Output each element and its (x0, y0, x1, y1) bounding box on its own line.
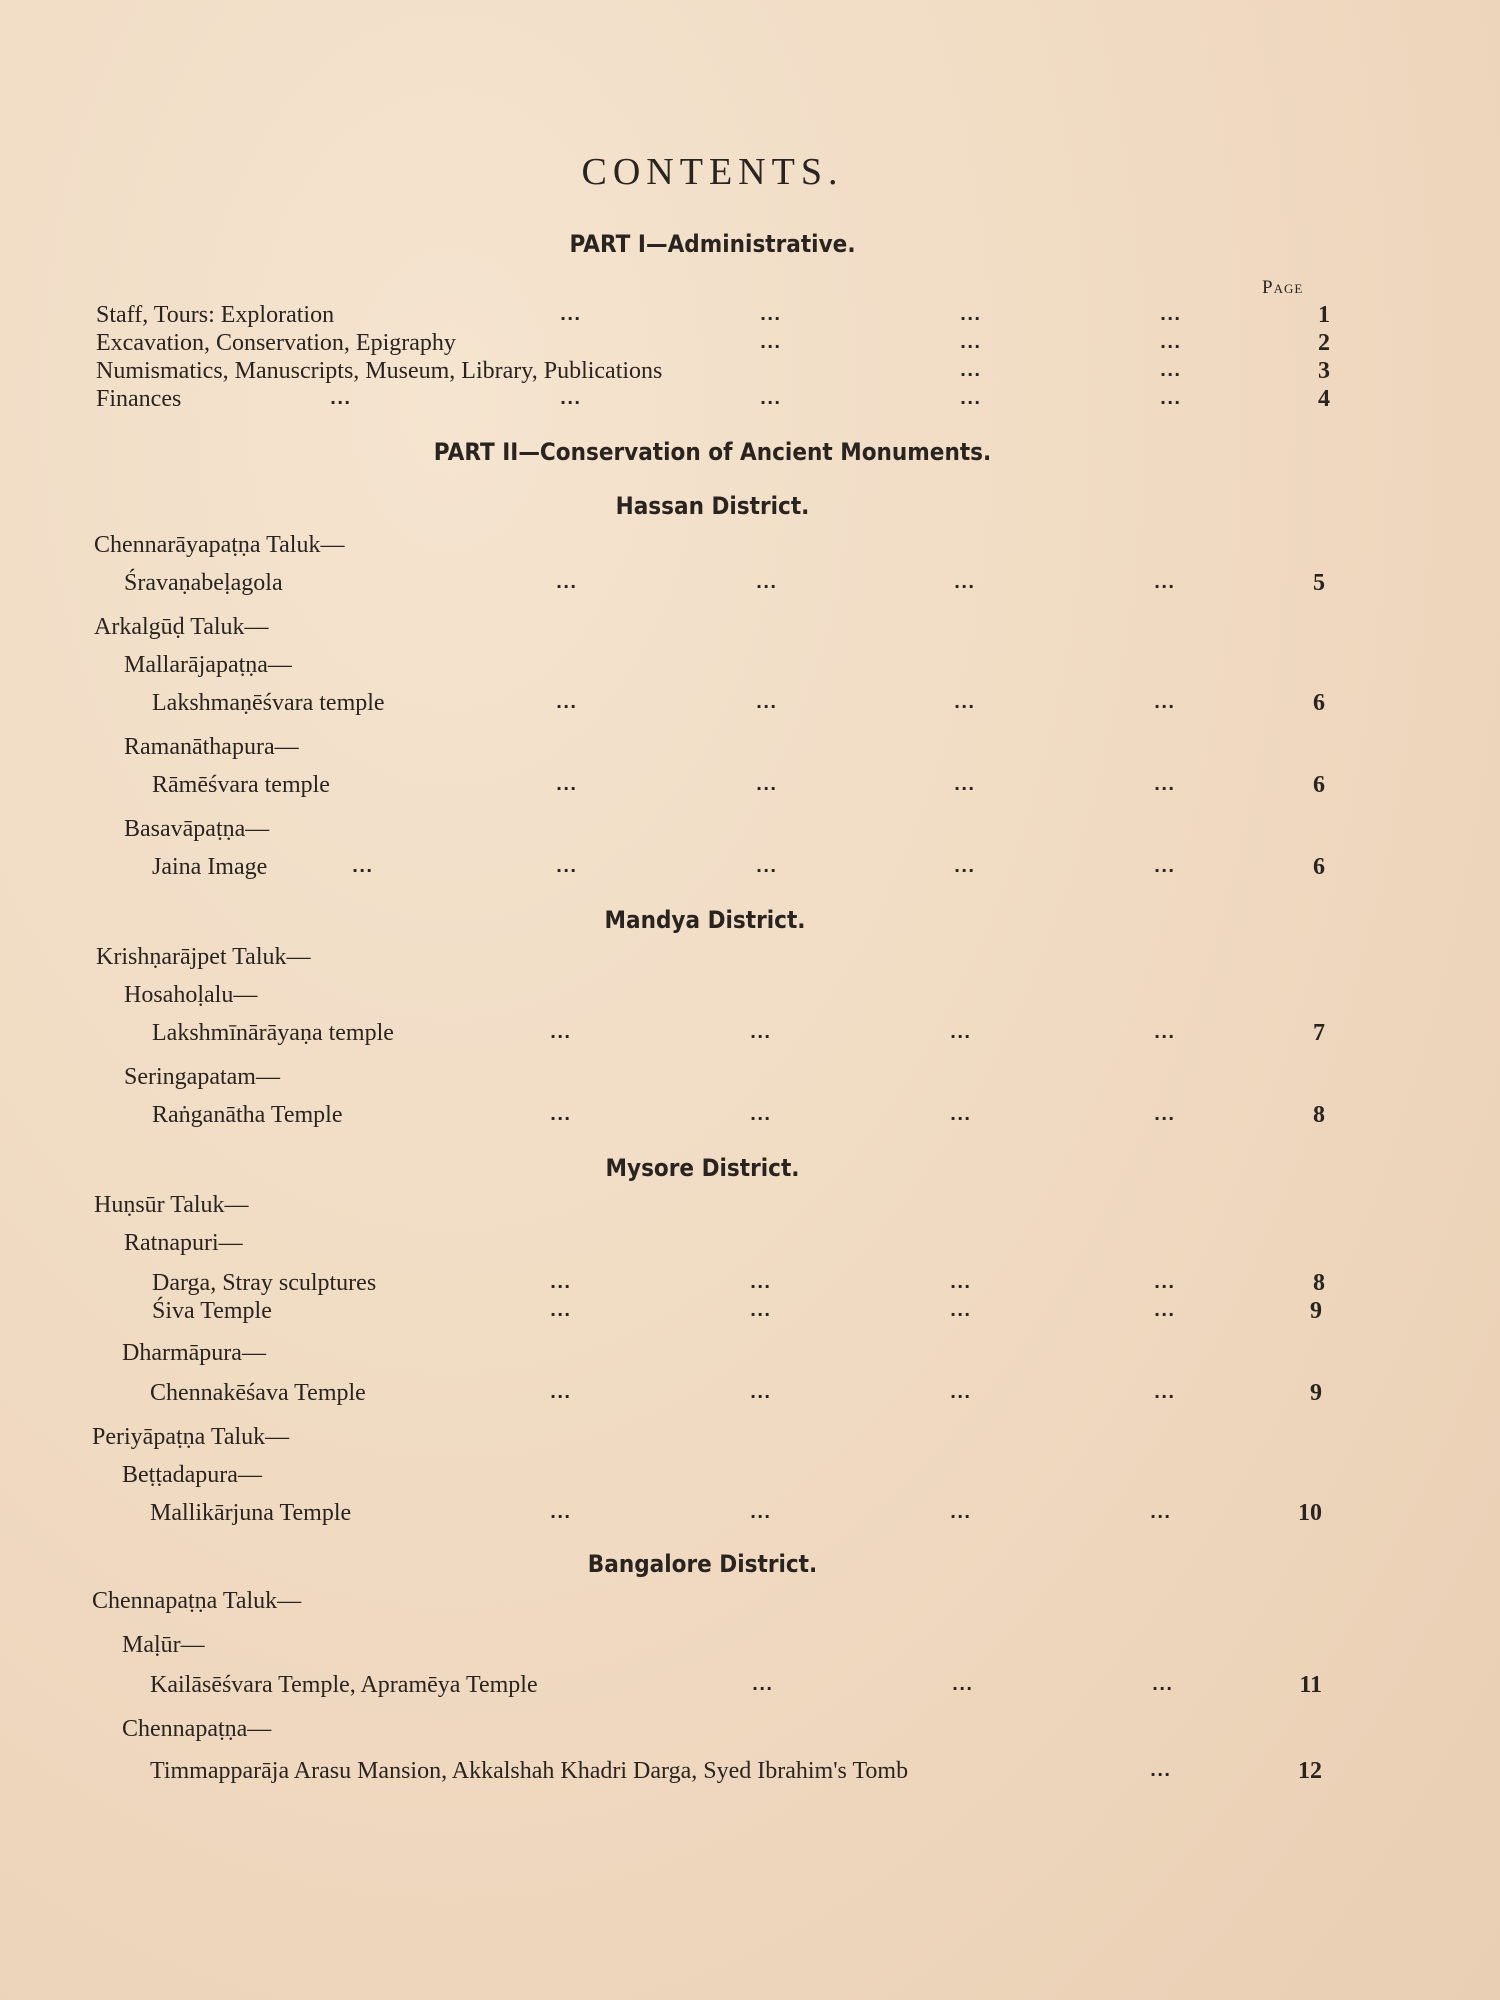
toc-entry-label: Numismatics, Manuscripts, Museum, Library, Publications (96, 358, 663, 384)
leader-dots: ... (1154, 1023, 1176, 1042)
district-heading-mysore: Mysore District. (605, 1154, 800, 1182)
leader-dots: ... (756, 693, 778, 712)
toc-entry-label: Lakshmaṇēśvara temple (152, 690, 385, 716)
toc-entry-label: Kailāsēśvara Temple, Apramēya Temple (150, 1672, 538, 1698)
leader-dots: ... (352, 857, 374, 876)
taluk-heading: Huṇsūr Taluk— (94, 1192, 249, 1218)
toc-entry-page: 7 (1313, 1020, 1325, 1046)
leader-dots: ... (1154, 775, 1176, 794)
part2-heading: PART II—Conservation of Ancient Monuments. (433, 438, 992, 466)
toc-entry-page: 10 (1298, 1500, 1322, 1526)
toc-entry (0, 568, 1500, 598)
toc-entry-page: 1 (1318, 302, 1330, 328)
toc-entry-label: Staff, Tours: Exploration (96, 302, 335, 328)
toc-entry-page: 6 (1313, 772, 1325, 798)
leader-dots: ... (556, 775, 578, 794)
leader-dots: ... (550, 1301, 572, 1320)
leader-dots: ... (1160, 305, 1182, 324)
leader-dots: ... (760, 305, 782, 324)
place-heading: Basavāpaṭṇa— (124, 816, 270, 842)
toc-entry-page: 9 (1310, 1380, 1322, 1406)
leader-dots: ... (960, 333, 982, 352)
leader-dots: ... (556, 573, 578, 592)
leader-dots: ... (960, 305, 982, 324)
toc-entry-label: Excavation, Conservation, Epigraphy (96, 330, 456, 356)
leader-dots: ... (550, 1273, 572, 1292)
toc-entry-label: Timmapparāja Arasu Mansion, Akkalshah Khadri Darga, Syed Ibrahim's Tomb (150, 1758, 909, 1784)
leader-dots: ... (560, 389, 582, 408)
toc-entry (0, 1268, 1500, 1298)
toc-entry (0, 1100, 1500, 1130)
leader-dots: ... (1154, 1383, 1176, 1402)
leader-dots: ... (960, 389, 982, 408)
toc-entry-label: Rāmēśvara temple (152, 772, 330, 798)
place-heading: Seringapatam— (124, 1064, 280, 1090)
toc-entry (0, 852, 1500, 882)
leader-dots: ... (1160, 333, 1182, 352)
district-heading-hassan: Hassan District. (615, 492, 810, 520)
leader-dots: ... (952, 1675, 974, 1694)
place-heading: Chennapaṭṇa— (122, 1716, 272, 1742)
leader-dots: ... (550, 1503, 572, 1522)
leader-dots: ... (750, 1301, 772, 1320)
leader-dots: ... (1150, 1761, 1172, 1780)
leader-dots: ... (1152, 1675, 1174, 1694)
place-heading: Maḷūr— (122, 1632, 205, 1658)
leader-dots: ... (750, 1383, 772, 1402)
leader-dots: ... (750, 1023, 772, 1042)
place-heading: Beṭṭadapura— (122, 1462, 262, 1488)
leader-dots: ... (950, 1105, 972, 1124)
leader-dots: ... (760, 389, 782, 408)
toc-entry (0, 384, 1500, 414)
toc-entry-page: 6 (1313, 854, 1325, 880)
toc-entry-label: Finances (96, 386, 182, 412)
toc-entry-label: Darga, Stray sculptures (152, 1270, 377, 1296)
leader-dots: ... (756, 857, 778, 876)
leader-dots: ... (550, 1383, 572, 1402)
leader-dots: ... (954, 573, 976, 592)
page-title: CONTENTS. (581, 151, 844, 193)
leader-dots: ... (550, 1105, 572, 1124)
toc-entry (0, 1670, 1500, 1700)
leader-dots: ... (950, 1273, 972, 1292)
leader-dots: ... (756, 775, 778, 794)
toc-entry-page: 12 (1298, 1758, 1322, 1784)
toc-entry-label: Lakshmīnārāyaṇa temple (152, 1020, 394, 1046)
leader-dots: ... (954, 775, 976, 794)
leader-dots: ... (750, 1105, 772, 1124)
leader-dots: ... (750, 1273, 772, 1292)
leader-dots: ... (1154, 1301, 1176, 1320)
leader-dots: ... (760, 333, 782, 352)
place-heading: Ramanāthapura— (124, 734, 299, 760)
place-heading: Mallarājapaṭṇa— (124, 652, 292, 678)
toc-entry-page: 3 (1318, 358, 1330, 384)
toc-entry-label: Raṅganātha Temple (152, 1102, 343, 1128)
toc-entry-page: 9 (1310, 1298, 1322, 1324)
place-heading: Ratnapuri— (124, 1230, 243, 1256)
leader-dots: ... (1154, 573, 1176, 592)
part1-heading: PART I—Administrative. (569, 230, 856, 258)
leader-dots: ... (556, 693, 578, 712)
place-heading: Dharmāpura— (122, 1340, 266, 1366)
toc-entry-page: 8 (1313, 1102, 1325, 1128)
taluk-heading: Chennapaṭṇa Taluk— (92, 1588, 302, 1614)
district-heading-mandya: Mandya District. (604, 906, 806, 934)
leader-dots: ... (550, 1023, 572, 1042)
leader-dots: ... (954, 693, 976, 712)
toc-entry-page: 4 (1318, 386, 1330, 412)
leader-dots: ... (560, 305, 582, 324)
toc-entry (0, 300, 1500, 330)
toc-entry (0, 688, 1500, 718)
toc-entry-label: Jaina Image (152, 854, 268, 880)
toc-entry-page: 2 (1318, 330, 1330, 356)
taluk-heading: Chennarāyapaṭṇa Taluk— (94, 532, 345, 558)
toc-entry-label: Chennakēśava Temple (150, 1380, 366, 1406)
toc-entry-label: Mallikārjuna Temple (150, 1500, 352, 1526)
toc-entry-label: Śravaṇabeḷagola (124, 570, 283, 596)
leader-dots: ... (950, 1383, 972, 1402)
leader-dots: ... (950, 1023, 972, 1042)
toc-entry (0, 1756, 1500, 1786)
leader-dots: ... (556, 857, 578, 876)
toc-entry-page: 6 (1313, 690, 1325, 716)
taluk-heading: Krishṇarājpet Taluk— (96, 944, 311, 970)
toc-entry-page: 8 (1313, 1270, 1325, 1296)
leader-dots: ... (1154, 693, 1176, 712)
taluk-heading: Arkalgūḍ Taluk— (94, 614, 269, 640)
leader-dots: ... (752, 1675, 774, 1694)
leader-dots: ... (950, 1503, 972, 1522)
toc-entry (0, 770, 1500, 800)
toc-entry (0, 1296, 1500, 1326)
leader-dots: ... (960, 361, 982, 380)
leader-dots: ... (1150, 1503, 1172, 1522)
leader-dots: ... (756, 573, 778, 592)
district-heading-bangalore: Bangalore District. (587, 1550, 818, 1578)
taluk-heading: Periyāpaṭṇa Taluk— (92, 1424, 290, 1450)
toc-entry (0, 356, 1500, 386)
leader-dots: ... (330, 389, 352, 408)
leader-dots: ... (1154, 1273, 1176, 1292)
page-column-heading: Page (1262, 277, 1304, 298)
leader-dots: ... (1154, 1105, 1176, 1124)
toc-entry (0, 328, 1500, 358)
leader-dots: ... (1154, 857, 1176, 876)
toc-entry (0, 1498, 1500, 1528)
leader-dots: ... (750, 1503, 772, 1522)
toc-entry (0, 1378, 1500, 1408)
toc-entry (0, 1018, 1500, 1048)
leader-dots: ... (1160, 361, 1182, 380)
leader-dots: ... (950, 1301, 972, 1320)
toc-entry-label: Śiva Temple (152, 1298, 272, 1324)
toc-entry-page: 5 (1313, 570, 1325, 596)
leader-dots: ... (1160, 389, 1182, 408)
leader-dots: ... (954, 857, 976, 876)
place-heading: Hosahoḷalu— (124, 982, 258, 1008)
toc-entry-page: 11 (1299, 1672, 1322, 1698)
